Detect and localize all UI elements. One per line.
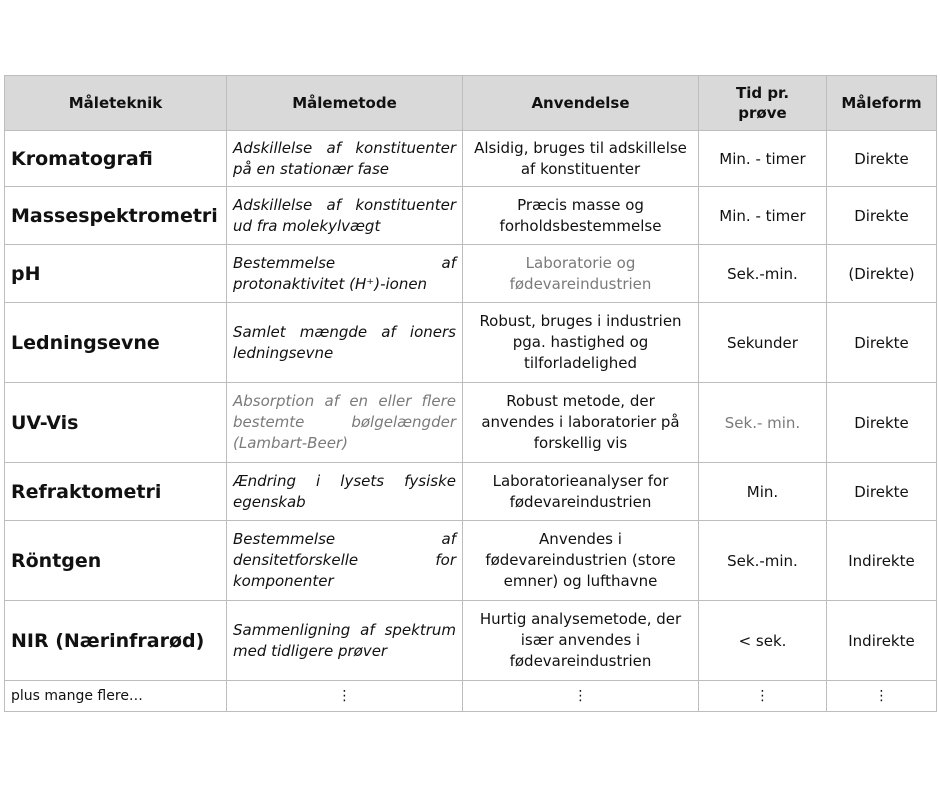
use-cell: Robust metode, der anvendes i laboratorier på forskellig vis <box>463 383 699 463</box>
header-method: Målemetode <box>227 76 463 131</box>
use-cell: Alsidig, bruges til adskillelse af konstituenter <box>463 131 699 187</box>
footer-form-ellipsis: ⋮ <box>827 681 937 712</box>
method-cell: Samlet mængde af ioners ledningsevne <box>227 303 463 383</box>
table-row <box>5 303 937 383</box>
time-cell: Sekunder <box>699 303 827 383</box>
footer-method-ellipsis: ⋮ <box>227 681 463 712</box>
use-cell: Anvendes i fødevareindustrien (store emner) og lufthavne <box>463 521 699 601</box>
method-cell: Ændring i lysets fysiske egenskab <box>227 463 463 521</box>
header-time-line1: Tid pr. <box>735 84 790 102</box>
header-time <box>699 76 827 131</box>
table-row <box>5 187 937 245</box>
form-cell: Direkte <box>827 383 937 463</box>
time-cell: Sek.-min. <box>699 521 827 601</box>
technique-cell: Refraktometri <box>5 463 227 521</box>
technique-cell: Röntgen <box>5 521 227 601</box>
table-row <box>5 245 937 303</box>
form-cell: Direkte <box>827 187 937 245</box>
use-cell: Robust, bruges i industrien pga. hastighed og tilforladelighed <box>463 303 699 383</box>
measurement-techniques-table <box>4 75 937 712</box>
technique-cell: Massespektrometri <box>5 187 227 245</box>
form-cell: Direkte <box>827 303 937 383</box>
time-cell: Sek.- min. <box>699 383 827 463</box>
header-form: Måleform <box>827 76 937 131</box>
header-use: Anvendelse <box>463 76 699 131</box>
time-cell: Min. - timer <box>699 187 827 245</box>
footer-row <box>5 681 937 712</box>
method-cell: Absorption af en eller flere bestemte bølgelængder (Lambart-Beer) <box>227 383 463 463</box>
form-cell: Direkte <box>827 131 937 187</box>
time-cell: Min. <box>699 463 827 521</box>
footer-use-ellipsis: ⋮ <box>463 681 699 712</box>
use-cell: Hurtig analysemetode, der især anvendes i fødevareindustrien <box>463 601 699 681</box>
header-row <box>5 76 937 131</box>
method-cell: Sammenligning af spektrum med tidligere prøver <box>227 601 463 681</box>
table-row <box>5 383 937 463</box>
form-cell: Indirekte <box>827 601 937 681</box>
time-cell: < sek. <box>699 601 827 681</box>
form-cell: (Direkte) <box>827 245 937 303</box>
technique-cell: Kromatografi <box>5 131 227 187</box>
time-cell: Sek.-min. <box>699 245 827 303</box>
form-cell: Direkte <box>827 463 937 521</box>
method-cell: Bestemmelse af densitetforskelle for komponenter <box>227 521 463 601</box>
table-row <box>5 131 937 187</box>
method-cell: Adskillelse af konstituenter på en stationær fase <box>227 131 463 187</box>
table-row <box>5 521 937 601</box>
header-technique: Måleteknik <box>5 76 227 131</box>
technique-cell: NIR (Nærinfrarød) <box>5 601 227 681</box>
use-cell: Laboratorie og fødevareindustrien <box>463 245 699 303</box>
method-cell: Bestemmelse af protonaktivitet (H⁺)-ionen <box>227 245 463 303</box>
footer-time-ellipsis: ⋮ <box>699 681 827 712</box>
use-cell: Præcis masse og forholdsbestemmelse <box>463 187 699 245</box>
table-row <box>5 601 937 681</box>
table-row <box>5 463 937 521</box>
form-cell: Indirekte <box>827 521 937 601</box>
technique-cell: pH <box>5 245 227 303</box>
technique-cell: UV-Vis <box>5 383 227 463</box>
technique-cell: Ledningsevne <box>5 303 227 383</box>
use-cell: Laboratorieanalyser for fødevareindustrien <box>463 463 699 521</box>
footer-technique: plus mange flere… <box>5 681 227 712</box>
time-cell: Min. - timer <box>699 131 827 187</box>
header-time-line2: prøve <box>738 104 787 122</box>
method-cell: Adskillelse af konstituenter ud fra molekylvægt <box>227 187 463 245</box>
